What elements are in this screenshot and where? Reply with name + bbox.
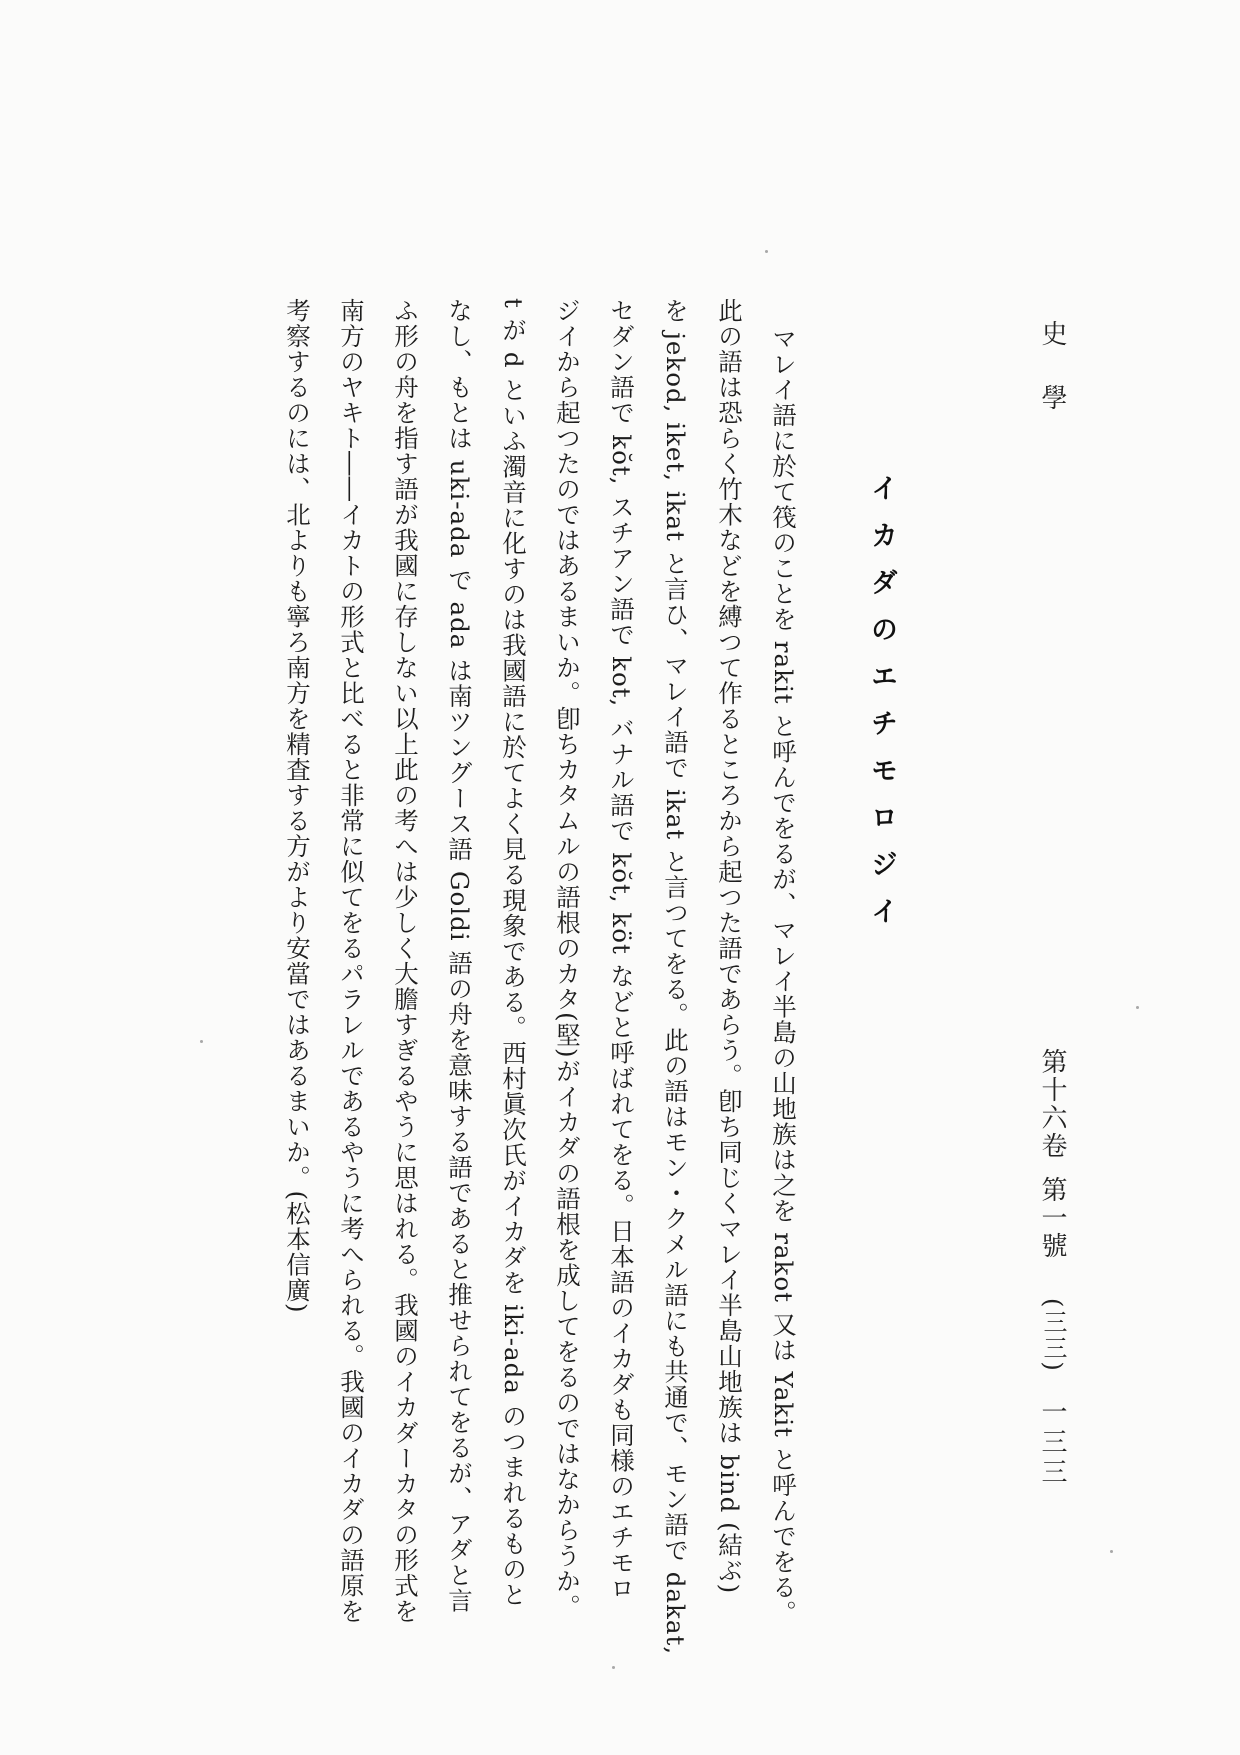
article-title: イカダのエチモロジイ	[866, 474, 897, 944]
issue-page-number: (三三)	[1039, 1298, 1067, 1373]
body-line-1: マレイ語に於て筏のことを rakit と呼んでをるが、マレイ半島の山地族は之を rakot 又は Yakit と呼んでをる。	[769, 326, 798, 1626]
volume-label: 第十六卷	[1037, 1048, 1067, 1160]
body-line-4: セダン語で kŏt, スチアン語で kot, バナル語で kŏt, köt などと呼ばれてをる。日本語のイカダも同様のエチモロ	[607, 298, 636, 1602]
scan-speck	[765, 250, 768, 253]
body-line-10: 考察するのには、北よりも寧ろ南方を精査する方がより安當ではあるまいか。(松本信廣)	[283, 298, 312, 1314]
scan-speck	[1136, 1006, 1139, 1009]
body-line-6: t が d といふ濁音に化すのは我國語に於てよく見る現象である。西村眞次氏がイカダを iki-ada のつまれるものと	[499, 298, 528, 1608]
scan-speck	[612, 1666, 615, 1669]
body-line-3: を jekod, iket, ikat と言ひ、マレイ語で ikat と言つてをる。此の語はモン・クメル語にも共通で、モン語で dakat,	[661, 298, 690, 1656]
body-line-7: なし、もとは uki-ada で ada は南ツングース語 Goldi 語の舟を意味する語であると推せられてをるが、アダと言	[445, 298, 474, 1614]
body-line-5: ジイから起つたのではあるまいか。卽ちカタムルの語根のカタ(堅)がイカダの語根を成してをるのではなからうか。	[553, 298, 582, 1620]
article-body	[270, 298, 810, 1656]
page-number: 一三三	[1037, 1398, 1067, 1488]
scan-speck	[1110, 1550, 1113, 1553]
body-line-8: ふ形の舟を指す語が我國に存しない以上此の考へは少しく大膽すぎるやうに思はれる。我國のイカダーカタの形式を	[391, 298, 420, 1624]
body-line-9: 南方のヤキト――イカトの形式と比べると非常に似てをるパラレルであるやうに考へられる。我國のイカダの語原を	[337, 298, 366, 1624]
journal-title: 史學	[1037, 320, 1067, 448]
issue-label: 第一號	[1037, 1176, 1067, 1260]
body-line-2: 此の語は恐らく竹木などを縛つて作るところから起つた語であらう。卽ち同じくマレイ半島山地族は bind (結ぶ)	[715, 298, 744, 1595]
scan-speck	[200, 1040, 203, 1043]
